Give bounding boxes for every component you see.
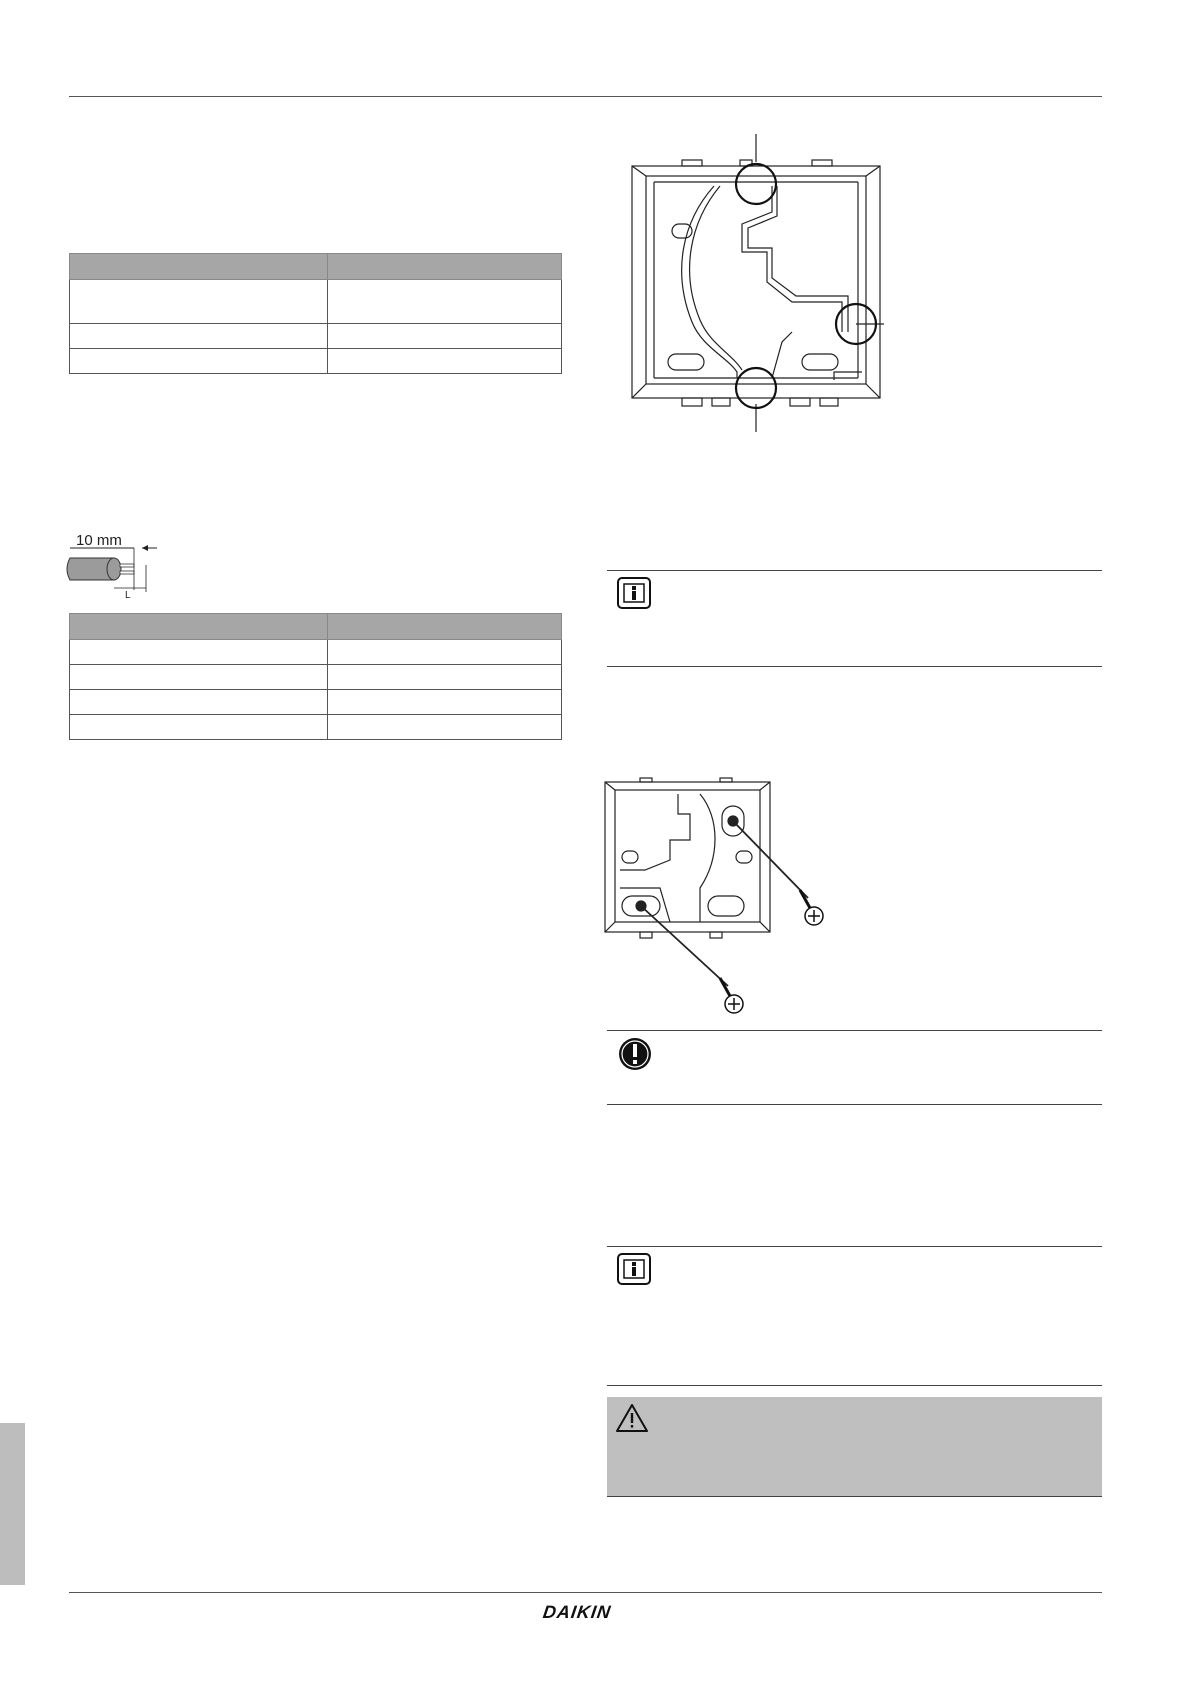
table-header-row — [70, 254, 562, 280]
wire-strip-diagram — [62, 530, 172, 600]
screw-icon — [720, 978, 743, 1013]
screw-icon — [800, 890, 823, 925]
wire-length-label: L — [125, 590, 131, 601]
table-row — [70, 665, 562, 690]
header-rule — [69, 96, 1102, 97]
table-row — [70, 280, 562, 324]
note-caution-top-rule — [607, 1385, 1102, 1386]
spec-table-top — [69, 253, 562, 374]
note-info2-top-rule — [607, 1246, 1102, 1247]
table-header-row — [70, 614, 562, 640]
caution-box — [607, 1397, 1102, 1496]
section-side-tab — [0, 1423, 25, 1585]
footer-rule — [69, 1592, 1102, 1593]
note-important-top-rule — [607, 1030, 1102, 1031]
table-row — [70, 324, 562, 349]
brand-logo: DAIKIN — [541, 1602, 613, 1622]
backplate-knockout-diagram — [622, 132, 912, 432]
important-icon — [617, 1036, 653, 1072]
note-caution-bottom-rule — [607, 1496, 1102, 1497]
wall-mount-screws-diagram — [600, 778, 850, 1018]
note-info-bottom-rule — [607, 666, 1102, 667]
info-icon — [617, 1253, 651, 1285]
table-row — [70, 690, 562, 715]
note-info-top-rule — [607, 570, 1102, 571]
info-icon — [617, 577, 651, 609]
knockout-top-circle — [736, 164, 776, 204]
table-row — [70, 640, 562, 665]
table-row — [70, 349, 562, 374]
warning-icon — [615, 1403, 649, 1433]
spec-table-bottom — [69, 613, 562, 740]
knockout-bottom-circle — [736, 368, 776, 408]
table-row — [70, 715, 562, 740]
strip-length-label: 10 mm — [76, 532, 122, 549]
note-important-bottom-rule — [607, 1104, 1102, 1105]
